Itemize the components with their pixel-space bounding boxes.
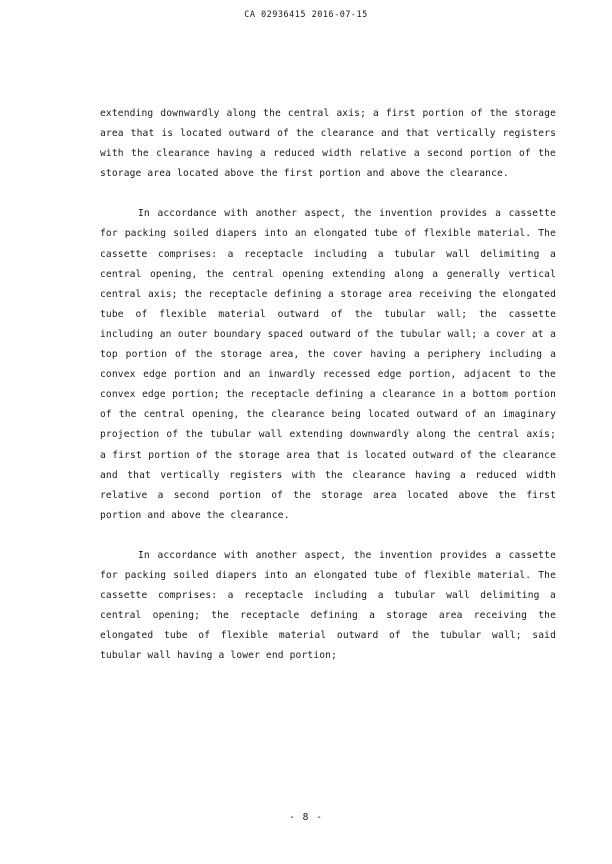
page-number: - 8 - [289,812,323,823]
paragraph: extending downwardly along the central axis; a first portion of the storage area that is located outward of the clearance and that vertically registers with the clearance having a reduced width relative a second portion of the storage area located above the first portion and above the clearance. [100,108,556,180]
document-identifier: CA 02936415 2016-07-15 [244,10,368,20]
document-body [100,104,556,666]
paragraph: In accordance with another aspect, the invention provides a cassette for packing soiled diapers into an elongated tube of flexible material. The cassette comprises: a receptacle including a tubular wall delimiting a central opening; the receptacle defining a storage area receiving the elongated tube of flexible material outward of the tubular wall; said tubular wall having a lower end portion; [100,549,556,662]
paragraph: In accordance with another aspect, the invention provides a cassette for packing soiled diapers into an elongated tube of flexible material. The cassette comprises: a receptacle including a tubular wall delimiting a central opening, the central opening extending along a generally vertical central axis; the receptacle defining a storage area receiving the elongated tube of flexible material outward of the tubular wall; the cassette including an outer boundary spaced outward of the tubular wall; a cover at a top portion of the storage area, the cover having a periphery including a convex edge portion and an inwardly recessed edge portion, adjacent to the convex edge portion; the receptacle defining a clearance in a bottom portion of the central opening, the clearance being located outward of an imaginary projection of the tubular wall extending downwardly along the central axis; a first portion of the storage area that is located outward of the clearance and that vertically registers with the clearance having a reduced width relative a second portion of the storage area located above the first portion and above the clearance. [100,208,556,521]
page-footer [0,812,612,823]
page-header [0,10,612,20]
